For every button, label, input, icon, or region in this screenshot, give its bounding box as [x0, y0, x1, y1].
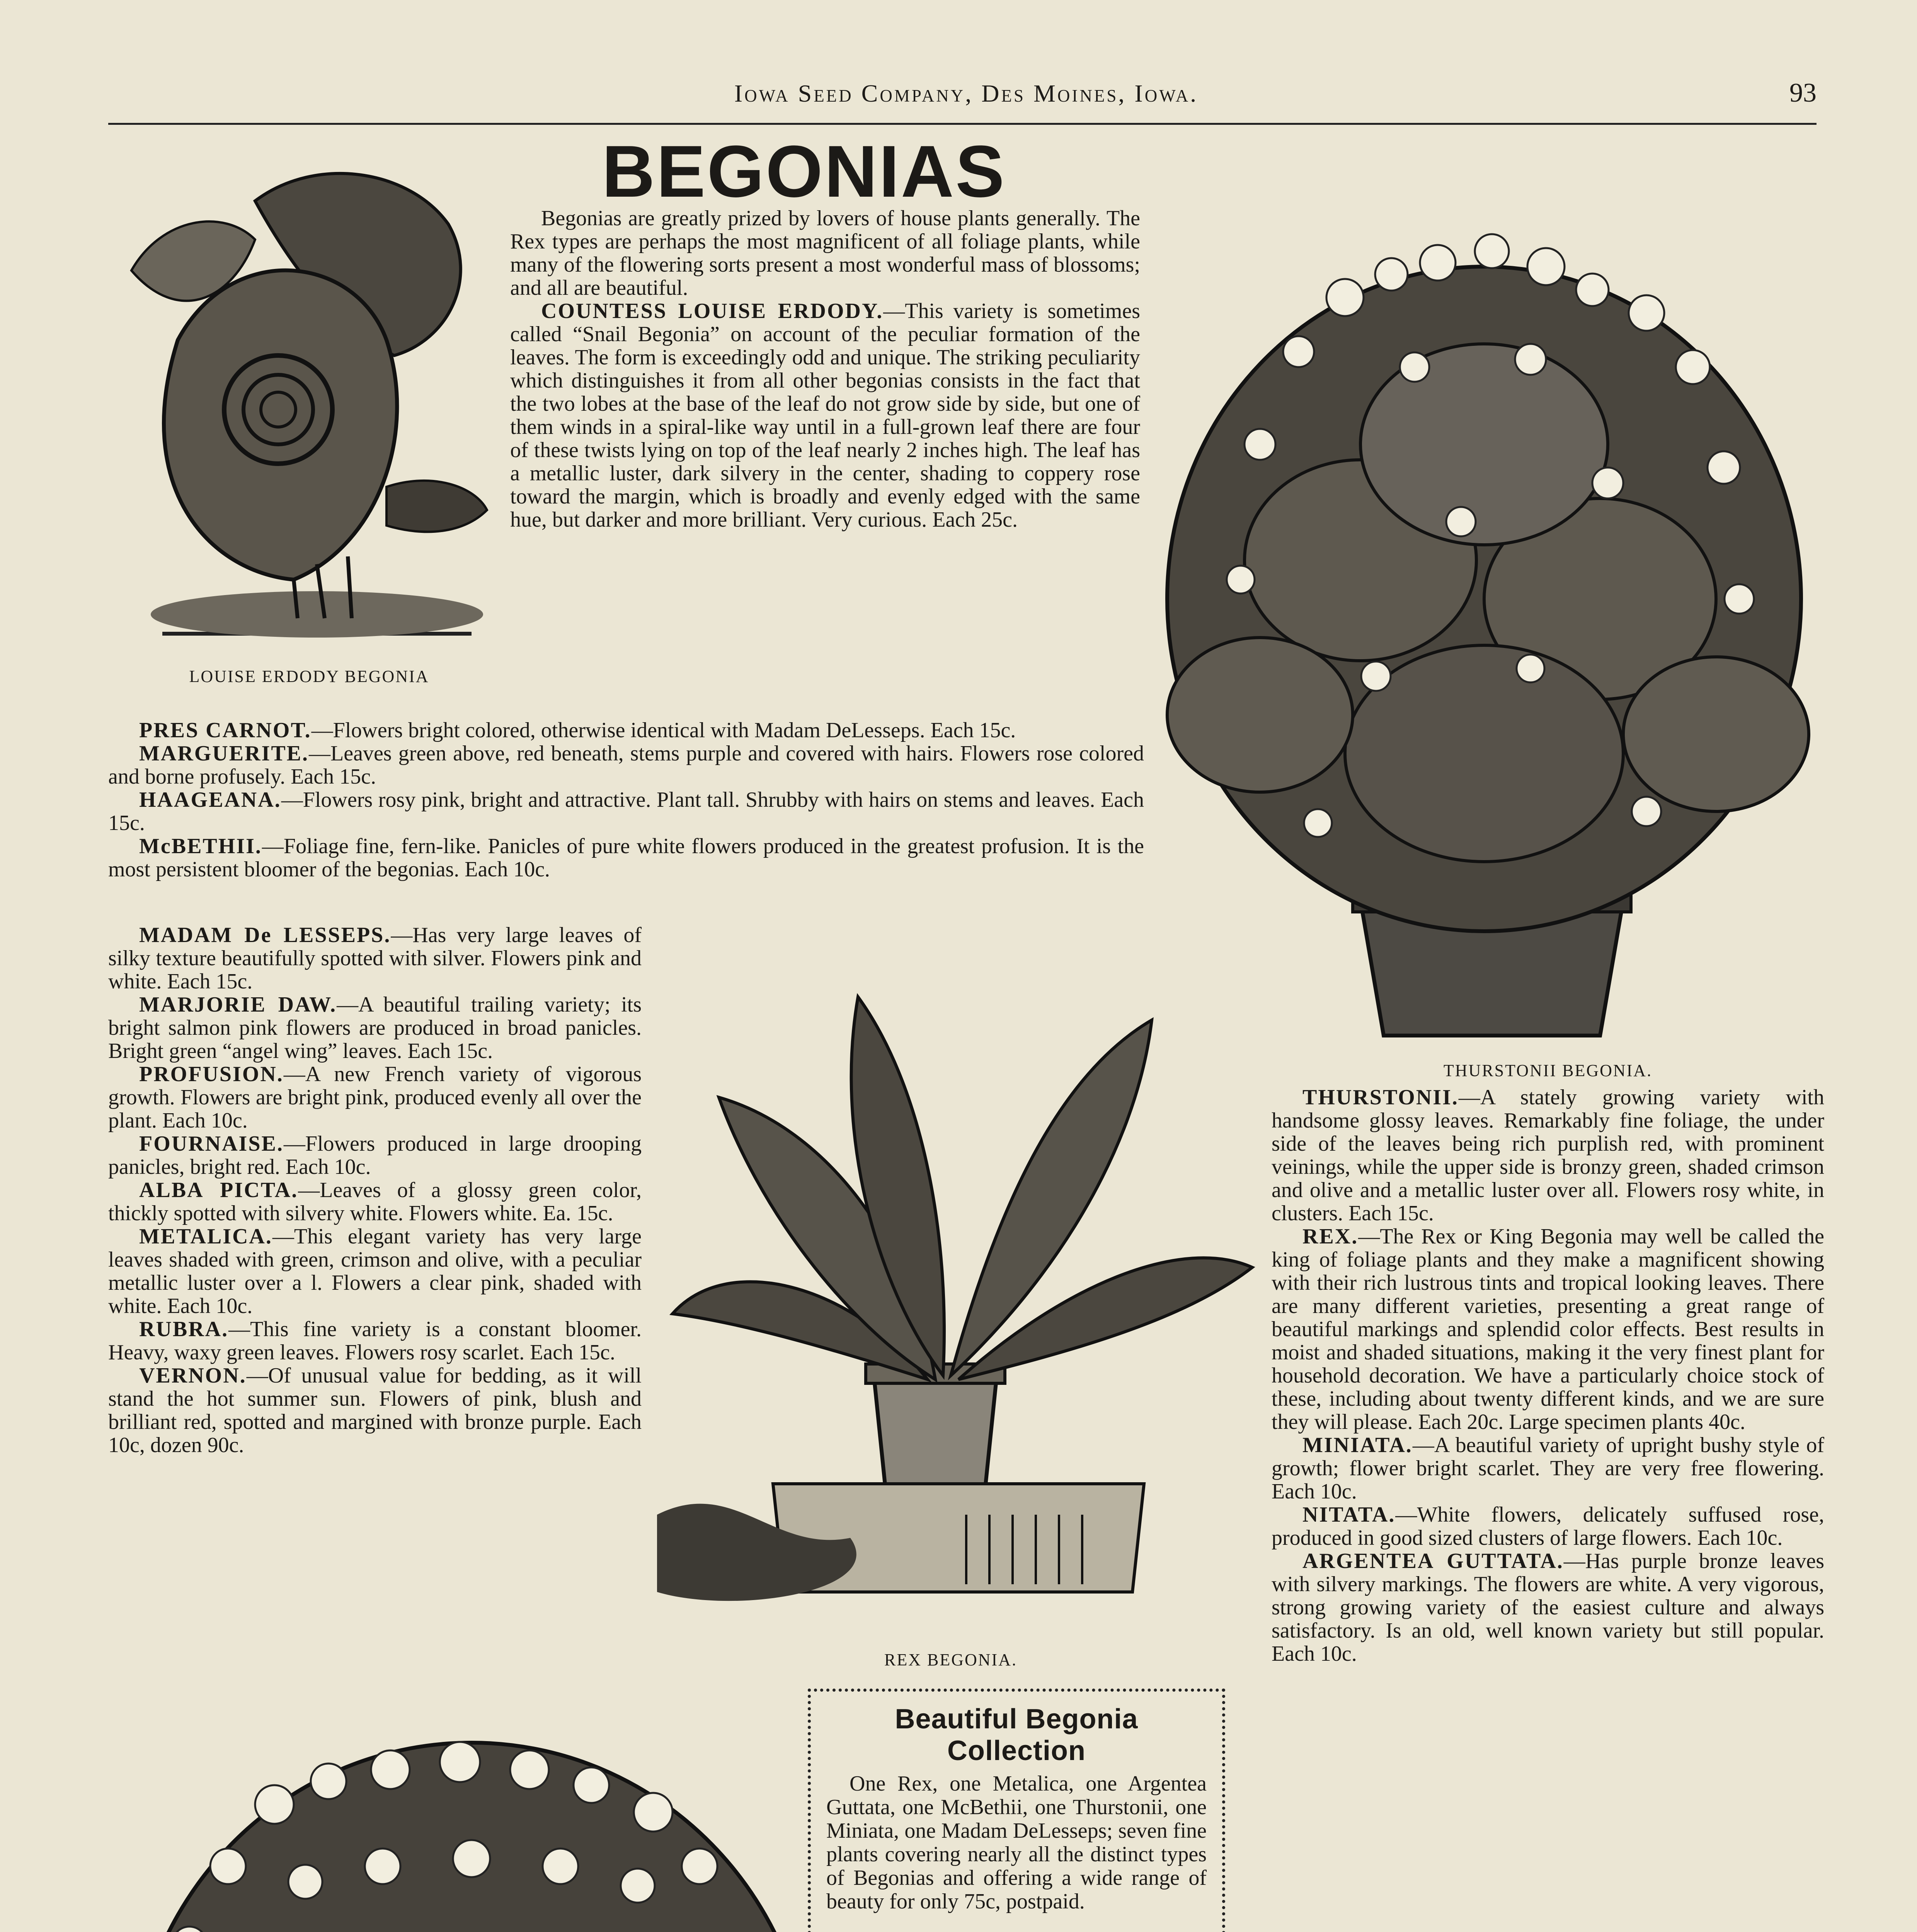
- variety-text: —A stately growing variety with handsome glossy leaves. Remarkably fine foliage, the under side of the leaves being rich purplish red, with prominent veinings, while the upper side is bronzy green, shaded crimson and olive and a metallic luster over all. Flowers rosy white, in clusters. Each 15c.: [1272, 1085, 1824, 1225]
- variety-paragraph: [108, 1132, 642, 1179]
- variety-paragraph: [108, 1063, 642, 1132]
- variety-name: NITATA.: [1302, 1503, 1396, 1527]
- countess-paragraph: [510, 299, 1140, 531]
- variety-text: —A new French variety of vigorous growth. Flowers are bright pink, produced evenly all over the plant. Each 10c.: [108, 1062, 642, 1133]
- variety-text: —White flowers, delicately suffused rose, produced in good sized clusters of large flowers. Each 10c.: [1272, 1503, 1824, 1550]
- narrow-varieties: [108, 923, 642, 1457]
- variety-text: —Has very large leaves of silky texture beautifully spotted with silver. Flowers pink and white. Each 15c.: [108, 923, 642, 993]
- variety-paragraph: [108, 923, 642, 993]
- intro-paragraph: Begonias are greatly prized by lovers of house plants generally. The Rex types are perhaps the most magnificent of all foliage plants, while many of the flowering sorts present a most wonderful mass of blossoms; and all are beautiful.: [510, 206, 1140, 300]
- vernon-illustration: [112, 1704, 831, 1932]
- thurstonii-illustration: [1144, 135, 1824, 1047]
- collection-title: Beautiful Begonia Collection: [895, 1704, 1138, 1766]
- collection-text: One Rex, one Metalica, one Argentea Guttata, one McBethii, one Thurstonii, one Miniata, one Madam DeLesseps; seven fine plants covering nearly all the distinct types of Begonias and offering a wide range of beauty for only 75c, postpaid.: [826, 1772, 1207, 1913]
- rex-caption: REX BEGONIA.: [884, 1650, 1017, 1669]
- variety-paragraph: [1272, 1225, 1824, 1434]
- variety-paragraph: [1272, 1086, 1824, 1225]
- header-company: Iowa Seed Company, Des Moines, Iowa.: [734, 80, 1199, 107]
- variety-text: —Foliage fine, fern-like. Panicles of pure white flowers produced in the greatest profusion. It is the most persistent bloomer of the begonias. Each 10c.: [108, 834, 1144, 881]
- variety-paragraph: [1272, 1549, 1824, 1665]
- page-title: BEGONIAS: [602, 131, 1006, 213]
- variety-name: McBETHII.: [139, 834, 262, 858]
- variety-paragraph: [108, 1179, 642, 1225]
- variety-text: —This elegant variety has very large leaves shaded with green, crimson and olive, with a peculiar metallic luster over a l. Flowers a clear pink, shaded with white. Each 10c.: [108, 1225, 642, 1318]
- variety-text: —Of unusual value for bedding, as it will stand the hot summer sun. Flowers of pink, blush and brilliant red, spotted and margined with bronze purple. Each 10c, dozen 90c.: [108, 1364, 642, 1457]
- variety-text: —Leaves green above, red beneath, stems purple and covered with hairs. Flowers rose colored and borne profusely. Each 15c.: [108, 742, 1144, 789]
- variety-paragraph: [108, 835, 1144, 881]
- variety-paragraph: [108, 993, 642, 1063]
- variety-text: —A beautiful trailing variety; its bright salmon pink flowers are produced in broad panicles. Bright green “angel wing” leaves. Each 15c.: [108, 993, 642, 1063]
- variety-paragraph: [108, 742, 1144, 788]
- right-varieties: [1272, 1086, 1824, 1665]
- variety-text: —This variety is sometimes called “Snail Begonia” on account of the peculiar formation of the leaves. The form is exceedingly odd and unique. The striking peculiarity which distinguishes it from all other begonias consists in the fact that the two lobes at the base of the leaf do not grow side by side, but one of them winds in a spiral-like way until in a full-grown leaf there are four of these twists lying on top of the leaf nearly 2 inches high. The leaf has a metallic luster, dark silvery in the center, shading to coppery rose toward the margin, which is broadly and evenly edged with the same hue, but darker and more brilliant. Very curious. Each 25c.: [510, 299, 1140, 532]
- margin-bleed: [0, 753, 23, 1140]
- variety-name: PRES CARNOT.: [139, 718, 312, 742]
- variety-paragraph: [1272, 1434, 1824, 1503]
- variety-name: ALBA PICTA.: [139, 1178, 298, 1202]
- intro-column: [510, 207, 1140, 531]
- variety-paragraph: [108, 1225, 642, 1318]
- louise-erdody-illustration: [116, 139, 502, 653]
- louise-erdody-caption: LOUISE ERDODY BEGONIA: [189, 667, 429, 686]
- variety-text: —Flowers produced in large drooping panicles, bright red. Each 10c.: [108, 1132, 642, 1179]
- variety-name: VERNON.: [139, 1364, 247, 1388]
- variety-text: —The Rex or King Begonia may well be called the king of foliage plants and they make a magnificent showing with their rich lustrous tints and tropical looking leaves. There are many different varieties, presenting a great range of beautiful markings and splendid color effects. Best results in moist and shaded situations, making it the very finest plant for household decoration. We have a particularly choice stock of these, including about twenty different kinds, and we are sure they will please. Each 20c. Large specimen plants 40c.: [1272, 1225, 1824, 1434]
- variety-text: —Leaves of a glossy green color, thickly spotted with silvery white. Flowers white. Ea. 15c.: [108, 1178, 642, 1225]
- variety-name: ARGENTEA GUTTATA.: [1302, 1549, 1564, 1573]
- variety-name: PROFUSION.: [139, 1062, 284, 1086]
- variety-paragraph: [108, 1318, 642, 1364]
- rex-illustration: [657, 935, 1268, 1642]
- collection-offer-box: [808, 1689, 1225, 1932]
- variety-name: MARJORIE DAW.: [139, 993, 337, 1017]
- variety-name: HAAGEANA.: [139, 788, 281, 812]
- variety-name: THURSTONII.: [1302, 1085, 1459, 1109]
- variety-name: RUBRA.: [139, 1317, 229, 1341]
- variety-name: COUNTESS LOUISE ERDODY.: [541, 299, 884, 323]
- variety-text: —Flowers bright colored, otherwise identical with Madam DeLesseps. Each 15c.: [311, 718, 1016, 742]
- variety-name: MARGUERITE.: [139, 742, 309, 765]
- page-header: [108, 79, 1824, 122]
- page-number: 93: [1789, 78, 1817, 108]
- variety-name: METALICA.: [139, 1225, 272, 1248]
- variety-text: —A beautiful variety of upright bushy style of growth; flower bright scarlet. They are very free flowering. Each 10c.: [1272, 1433, 1824, 1503]
- variety-name: MINIATA.: [1302, 1433, 1413, 1457]
- thurstonii-caption: THURSTONII BEGONIA.: [1443, 1061, 1653, 1080]
- variety-text: —This fine variety is a constant bloomer. Heavy, waxy green leaves. Flowers rosy scarlet. Each 15c.: [108, 1317, 642, 1364]
- variety-name: MADAM De LESSEPS.: [139, 923, 391, 947]
- variety-paragraph: [108, 1364, 642, 1457]
- variety-text: —Flowers rosy pink, bright and attractive. Plant tall. Shrubby with hairs on stems and leaves. Each 15c.: [108, 788, 1144, 835]
- variety-paragraph: [108, 719, 1144, 742]
- variety-name: REX.: [1302, 1225, 1359, 1248]
- variety-text: —Has purple bronze leaves with silvery markings. The flowers are white. A very vigorous, strong growing variety of the easiest culture and always satisfactory. Is an old, well known variety but still popular. Each 10c.: [1272, 1549, 1824, 1666]
- variety-name: FOURNAISE.: [139, 1132, 284, 1156]
- wide-varieties: [108, 719, 1144, 881]
- variety-paragraph: [1272, 1503, 1824, 1549]
- header-rule: [108, 123, 1817, 125]
- variety-paragraph: [108, 788, 1144, 835]
